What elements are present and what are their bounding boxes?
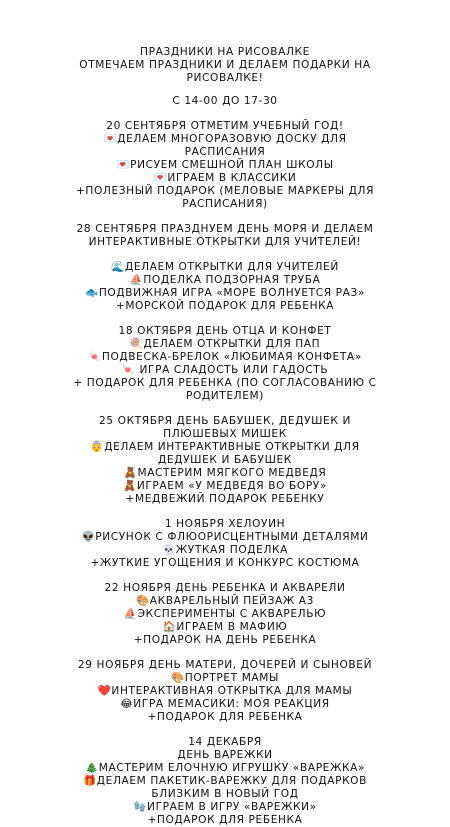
- event-block-mitten-day: [18, 736, 432, 827]
- event-line: РАСПИСАНИЯ): [182, 198, 268, 210]
- event-line: 💌ДЕЛАЕМ МНОГОРАЗОВУЮ ДОСКУ ДЛЯ: [103, 133, 347, 145]
- event-block-father-day: [18, 325, 432, 403]
- event-line: 29 НОЯБРЯ ДЕНЬ МАТЕРИ, ДОЧЕРЕЙ И СЫНОВЕЙ: [77, 659, 373, 671]
- header: [18, 46, 432, 108]
- event-line: 🍬ПОДВЕСКА-БРЕЛОК «ЛЮБИМАЯ КОНФЕТА»: [88, 351, 362, 363]
- event-line: 🎄МАСТЕРИМ ЕЛОЧНУЮ ИГРУШКУ «ВАРЕЖКА»: [84, 762, 366, 774]
- event-line: +ПОДАРОК НА ДЕНЬ РЕБЕНКА: [133, 634, 317, 646]
- page-title: ПРАЗДНИКИ НА РИСОВАЛКЕ: [140, 46, 310, 58]
- event-line: + ПОДАРОК ДЛЯ РЕБЕНКА (ПО СОГЛАСОВАНИЮ С: [73, 377, 377, 389]
- event-line: 👵ДЕЛАЕМ ИНТЕРАКТИВНЫЕ ОТКРЫТКИ ДЛЯ: [90, 441, 360, 453]
- event-line: ❤️ИНТЕРАКТИВНАЯ ОТКРЫТКА ДЛЯ МАМЫ: [97, 685, 353, 697]
- event-line: 1 НОЯБРЯ ХЕЛОУИН: [164, 518, 286, 530]
- event-line: 28 СЕНТЯБРЯ ПРАЗДНУЕМ ДЕНЬ МОРЯ И ДЕЛАЕМ: [76, 223, 374, 235]
- event-line: 25 ОКТЯБРЯ ДЕНЬ БАБУШЕК, ДЕДУШЕК И: [99, 415, 351, 427]
- event-line: +МОРСКОЙ ПОДАРОК ДЛЯ РЕБЕНКА: [115, 300, 335, 312]
- event-block-halloween: [18, 518, 432, 570]
- event-line: РАСПИСАНИЯ: [184, 146, 266, 158]
- event-line: 💌ИГРАЕМ В КЛАССИКИ: [153, 172, 297, 184]
- event-block-child-watercolor: [18, 582, 432, 647]
- event-line: +ПОДАРОК ДЛЯ РЕБЕНКА: [147, 814, 303, 826]
- event-block-mother-day: [18, 659, 432, 724]
- event-block-grandparents-day: [18, 415, 432, 506]
- event-line: РОДИТЕЛЕМ): [185, 390, 265, 402]
- event-line: +МЕДВЕЖИЙ ПОДАРОК РЕБЕНКУ: [125, 493, 325, 505]
- event-line: 🐟ПОДВИЖНАЯ ИГРА «МОРЕ ВОЛНУЕТСЯ РАЗ»: [85, 287, 365, 299]
- event-line: 🧤ИГРАЕМ В ИГРУ «ВАРЕЖКИ»: [133, 801, 317, 813]
- event-line: +ЖУТКИЕ УГОЩЕНИЯ И КОНКУРС КОСТЮМА: [90, 557, 360, 569]
- event-line: 22 НОЯБРЯ ДЕНЬ РЕБЕНКА И АКВАРЕЛИ: [104, 582, 346, 594]
- event-line: БЛИЗКИМ В НОВЫЙ ГОД: [151, 788, 299, 800]
- event-line: ⛵ЭКСПЕРИМЕНТЫ С АКВАРЕЛЬЮ: [123, 608, 327, 620]
- event-line: +ПОЛЕЗНЫЙ ПОДАРОК (МЕЛОВЫЕ МАРКЕРЫ ДЛЯ: [75, 185, 375, 197]
- event-line: 14 ДЕКАБРЯ: [188, 736, 262, 748]
- event-line: 🎨АКВАРЕЛЬНЫЙ ПЕЙЗАЖ А3: [136, 595, 314, 607]
- event-line: 🧸ИГРАЕМ «У МЕДВЕДЯ ВО БОРУ»: [123, 480, 327, 492]
- page-subtitle-line-2: РИСОВАЛКЕ!: [186, 72, 264, 84]
- event-line: 👽РИСУНОК С ФЛЮОРИСЦЕНТНЫМИ ДЕТАЛЯМИ: [81, 531, 369, 543]
- event-line: 😂ИГРА МЕМАСИКИ: МОЯ РЕАКЦИЯ: [120, 698, 330, 710]
- time-range: С 14-00 ДО 17-30: [172, 95, 278, 107]
- event-line: 💌РИСУЕМ СМЕШНОЙ ПЛАН ШКОЛЫ: [116, 159, 334, 171]
- event-line: 🎨ПОРТРЕТ МАМЫ: [171, 672, 279, 684]
- event-line: 🏠ИГРАЕМ В МАФИЮ: [162, 621, 288, 633]
- event-line: 🧸МАСТЕРИМ МЯГКОГО МЕДВЕДЯ: [123, 467, 327, 479]
- event-block-sea-day: [18, 223, 432, 249]
- event-line: 🌊ДЕЛАЕМ ОТКРЫТКИ ДЛЯ УЧИТЕЛЕЙ: [111, 261, 339, 273]
- event-line: ИНТЕРАКТИВНЫЕ ОТКРЫТКИ ДЛЯ УЧИТЕЛЕЙ!: [88, 236, 362, 248]
- event-line: ДЕДУШЕК И БАБУШЕК: [158, 454, 292, 466]
- event-line: 20 СЕНТЯБРЯ ОТМЕТИМ УЧЕБНЫЙ ГОД!: [106, 120, 344, 132]
- event-line: 🎁ДЕЛАЕМ ПАКЕТИК-ВАРЕЖКУ ДЛЯ ПОДАРКОВ: [82, 775, 367, 787]
- event-line: 🍭ДЕЛАЕМ ОТКРЫТКИ ДЛЯ ПАП: [129, 338, 321, 350]
- event-line: ⛵ПОДЕЛКА ПОДЗОРНАЯ ТРУБА: [129, 274, 321, 286]
- event-line: 💀ЖУТКАЯ ПОДЕЛКА: [161, 544, 289, 556]
- event-line: ПЛЮШЕВЫХ МИШЕК: [163, 428, 287, 440]
- event-block-sea-activities: [18, 261, 432, 313]
- page-subtitle-line-1: ОТМЕЧАЕМ ПРАЗДНИКИ И ДЕЛАЕМ ПОДАРКИ НА: [79, 59, 371, 71]
- event-line: +ПОДАРОК ДЛЯ РЕБЕНКА: [147, 711, 303, 723]
- event-block-school-year: [18, 120, 432, 211]
- event-line: 18 ОКТЯБРЯ ДЕНЬ ОТЦА И КОНФЕТ: [118, 325, 332, 337]
- event-line: ДЕНЬ ВАРЕЖКИ: [177, 749, 273, 761]
- event-line: 🍬 ИГРА СЛАДОСТЬ ИЛИ ГАДОСТЬ: [121, 364, 329, 376]
